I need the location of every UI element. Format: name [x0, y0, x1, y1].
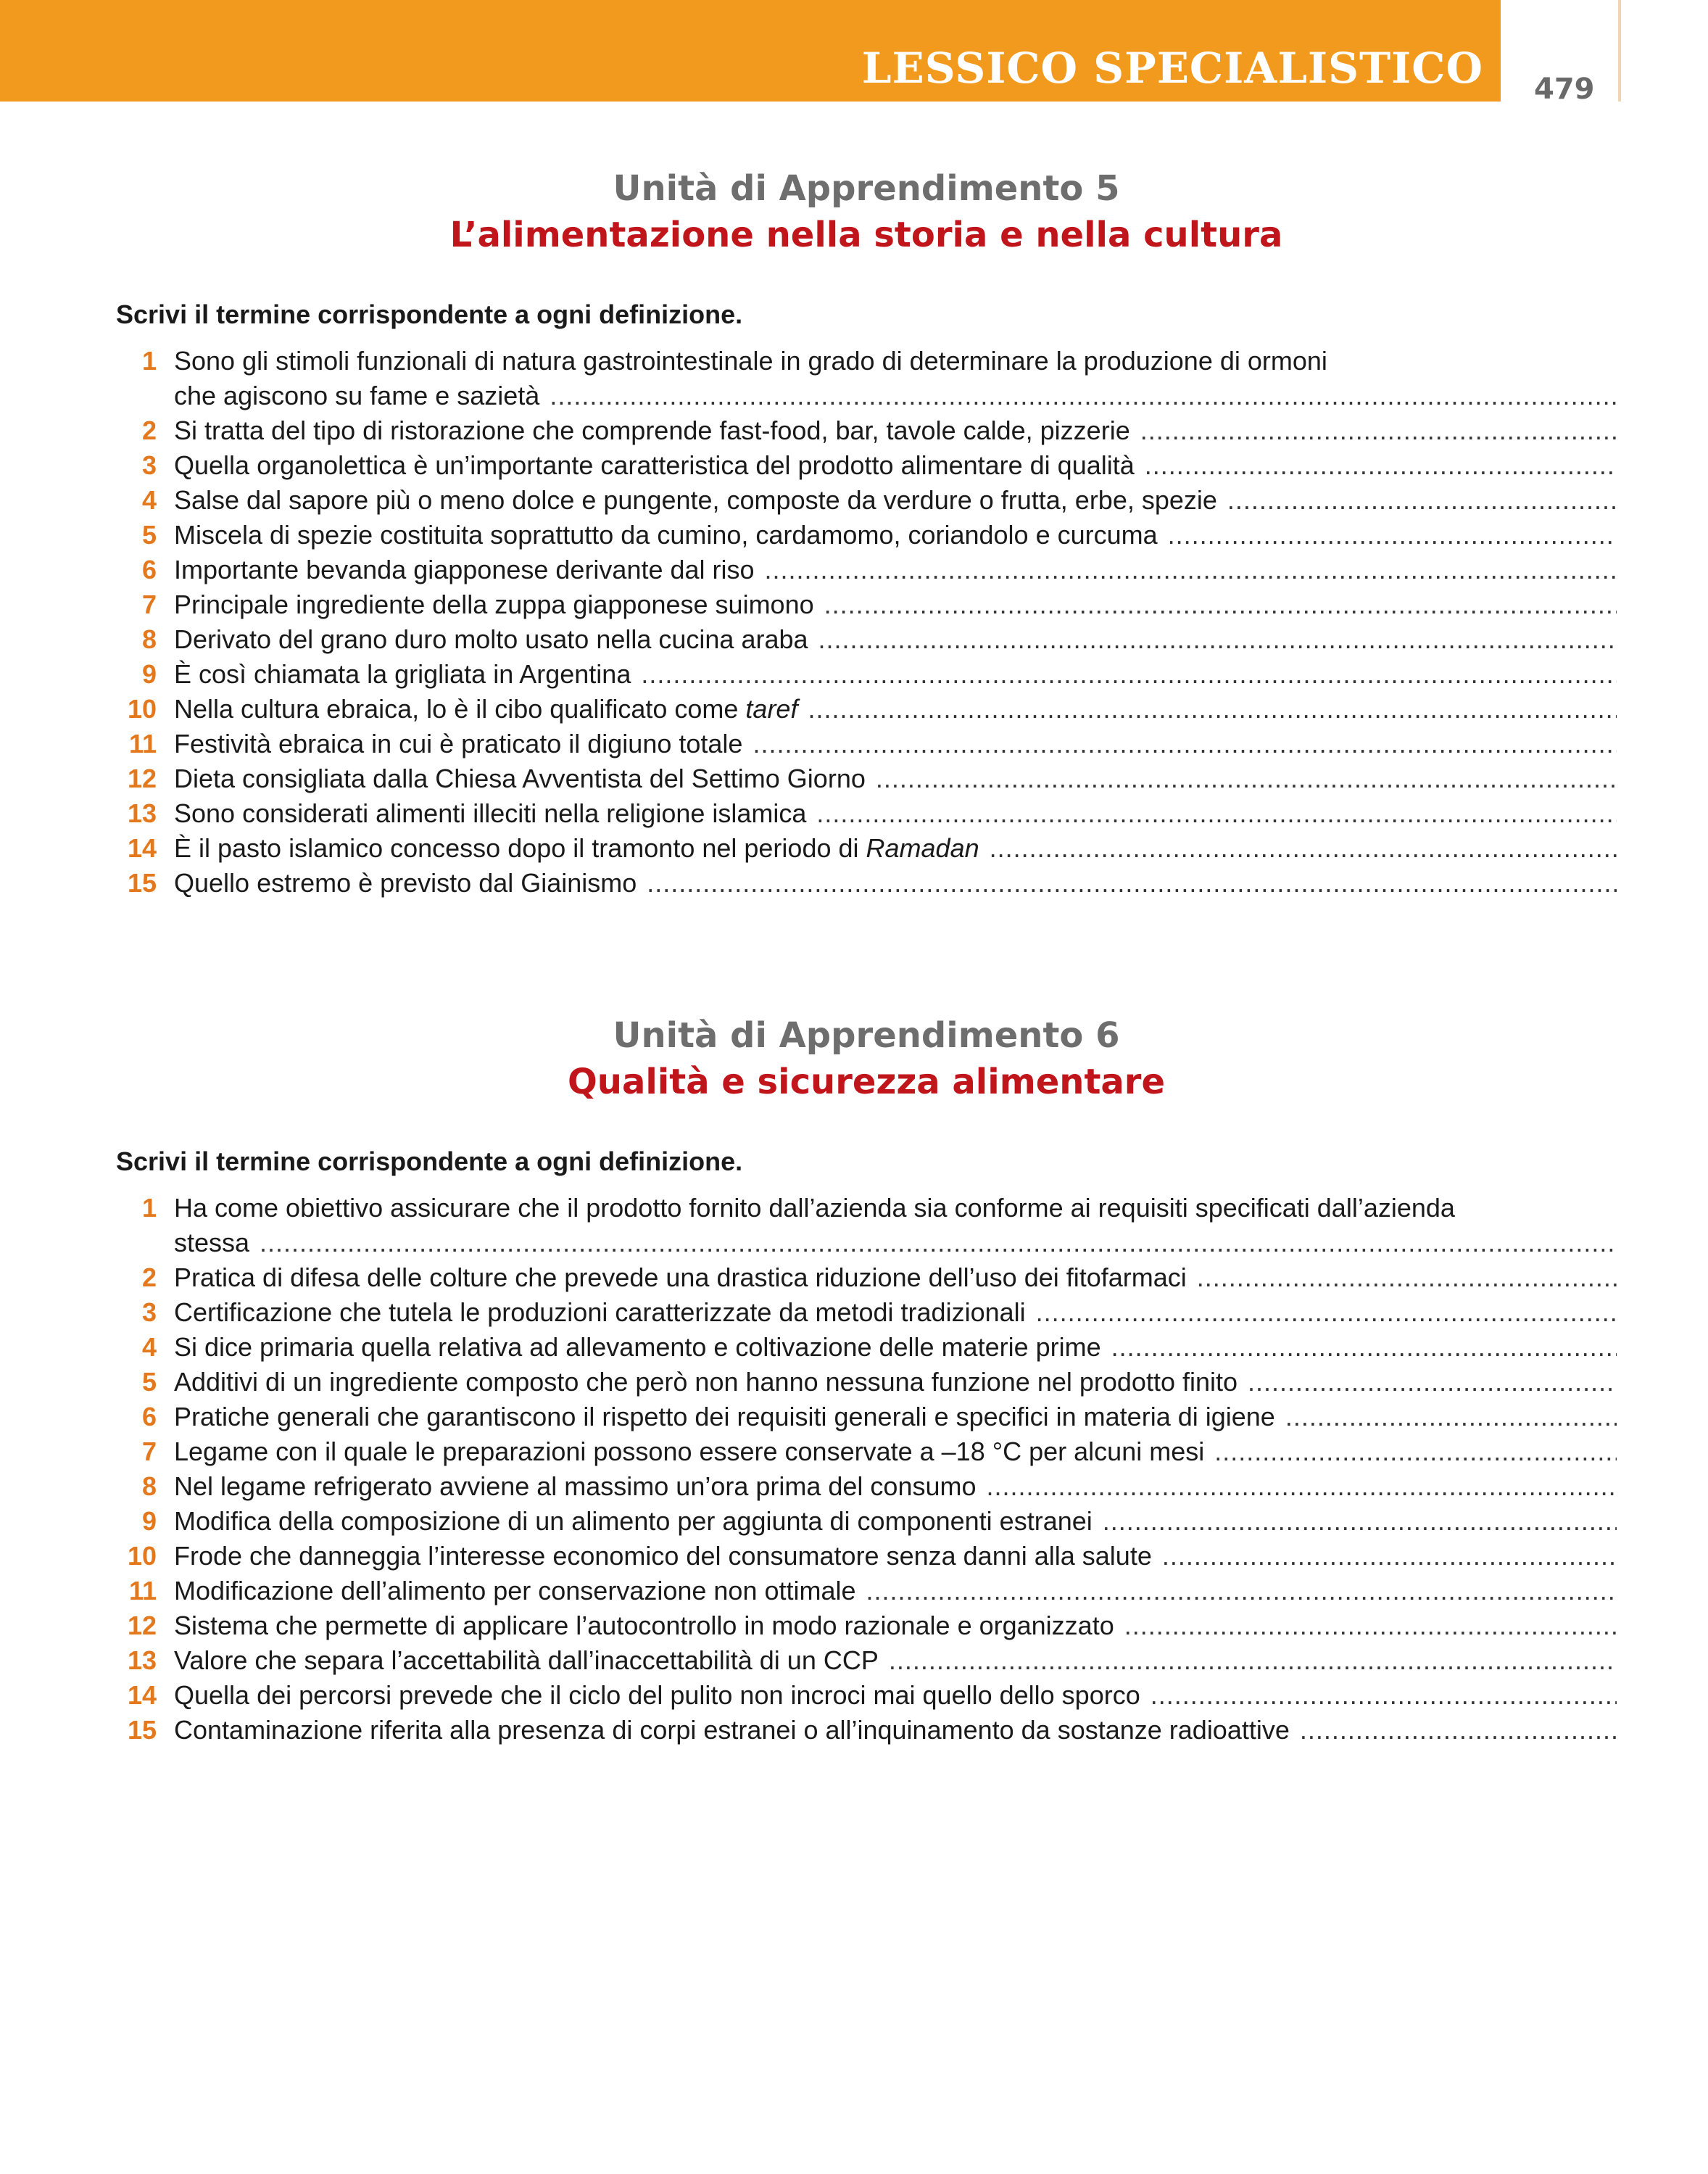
- definition-text: Sono gli stimoli funzionali di natura gastrointestinale in grado di determinare la produzione di ormoni: [174, 346, 1327, 376]
- definition-list: [116, 1191, 1617, 1748]
- item-number: 3: [141, 1297, 157, 1327]
- definition-item: [116, 622, 1617, 657]
- definition-text: Modifica della composizione di un alimento per aggiunta di componenti estranei: [174, 1506, 1093, 1536]
- item-number: 7: [141, 1437, 157, 1466]
- exercise-instruction: Scrivi il termine corrispondente a ogni definizione.: [116, 299, 743, 329]
- answer-blank[interactable]: [818, 622, 1617, 657]
- definition-item: [116, 1643, 1617, 1678]
- definition-text: Derivato del grano duro molto usato nella cucina araba: [174, 624, 808, 654]
- answer-blank[interactable]: [987, 1469, 1617, 1504]
- definition-item: [116, 1469, 1617, 1504]
- unit-label: Unità di Apprendimento 5: [613, 168, 1120, 209]
- definition-item: [116, 1400, 1617, 1434]
- answer-blank[interactable]: [816, 796, 1617, 831]
- unit-label: Unità di Apprendimento 6: [613, 1015, 1120, 1056]
- answer-blank[interactable]: [1197, 1260, 1617, 1295]
- definition-text: Pratica di difesa delle colture che prevede una drastica riduzione dell’uso dei fitofarmaci: [174, 1262, 1187, 1292]
- item-number: 3: [141, 450, 157, 480]
- answer-blank[interactable]: [1227, 483, 1617, 518]
- item-number: 4: [141, 1332, 157, 1362]
- definition-text: Pratiche generali che garantiscono il rispetto dei requisiti generali e specifici in materia di igiene: [174, 1402, 1275, 1431]
- definition-item: [116, 657, 1617, 692]
- definition-item: [116, 413, 1617, 448]
- definition-text: Salse dal sapore più o meno dolce e pungente, composte da verdure o frutta, erbe, spezie: [174, 485, 1217, 515]
- answer-blank[interactable]: [1145, 448, 1617, 483]
- answer-blank[interactable]: [550, 379, 1617, 413]
- answer-blank[interactable]: [1248, 1365, 1617, 1400]
- item-number: 8: [141, 1471, 157, 1501]
- definition-italic-term: taref: [745, 694, 798, 724]
- item-number: 12: [127, 764, 157, 793]
- definition-item: [116, 1365, 1617, 1400]
- definition-item: [116, 1191, 1617, 1260]
- item-number: 8: [141, 624, 157, 654]
- definition-text: Importante bevanda giapponese derivante dal riso: [174, 555, 755, 584]
- definition-text: Si tratta del tipo di ristorazione che comprende fast-food, bar, tavole calde, pizzerie: [174, 416, 1130, 445]
- item-number: 4: [141, 485, 157, 515]
- item-number: 5: [141, 520, 157, 550]
- definition-text: Sono considerati alimenti illeciti nella religione islamica: [174, 798, 807, 828]
- definition-item: [116, 831, 1617, 866]
- definition-item: [116, 1608, 1617, 1643]
- definition-item: [116, 553, 1617, 587]
- definition-item: [116, 448, 1617, 483]
- definition-text-continued: stessa: [174, 1228, 250, 1257]
- definition-text: Principale ingrediente della zuppa giapponese suimono: [174, 590, 814, 619]
- definition-item: [116, 1434, 1617, 1469]
- item-number: 6: [141, 555, 157, 584]
- answer-blank[interactable]: [1151, 1678, 1617, 1713]
- unit-5-section: [116, 165, 1617, 901]
- answer-blank[interactable]: [1300, 1713, 1617, 1748]
- unit-title: Qualità e sicurezza alimentare: [567, 1062, 1166, 1102]
- answer-blank[interactable]: [1285, 1400, 1617, 1434]
- definition-text: È così chiamata la grigliata in Argentina: [174, 659, 631, 689]
- item-number: 2: [141, 1262, 157, 1292]
- definition-text: Festività ebraica in cui è praticato il digiuno totale: [174, 729, 743, 759]
- definition-item: [116, 761, 1617, 796]
- header-divider: [1618, 0, 1621, 102]
- answer-blank[interactable]: [1103, 1504, 1617, 1539]
- definition-item: [116, 1330, 1617, 1365]
- definition-item: [116, 1504, 1617, 1539]
- definition-text: Modificazione dell’alimento per conservazione non ottimale: [174, 1576, 856, 1605]
- answer-blank[interactable]: [753, 727, 1617, 761]
- item-number: 5: [141, 1367, 157, 1397]
- item-number: 12: [127, 1611, 157, 1640]
- answer-blank[interactable]: [824, 587, 1617, 622]
- item-number: 10: [127, 1541, 157, 1571]
- definition-text: Dieta consigliata dalla Chiesa Avventista del Settimo Giorno: [174, 764, 866, 793]
- definition-item: [116, 692, 1617, 727]
- answer-blank[interactable]: [1124, 1608, 1617, 1643]
- item-number: 15: [127, 868, 157, 898]
- answer-blank[interactable]: [889, 1643, 1617, 1678]
- item-number: 11: [128, 1576, 157, 1605]
- definition-item: [116, 796, 1617, 831]
- definition-item: [116, 344, 1617, 413]
- definition-item: [116, 518, 1617, 553]
- item-number: 9: [141, 659, 157, 689]
- definition-item: [116, 1713, 1617, 1748]
- definition-text: Miscela di spezie costituita soprattutto da cumino, cardamomo, coriandolo e curcuma: [174, 520, 1158, 550]
- definition-item: [116, 1574, 1617, 1608]
- definition-text: Quella organolettica è un’importante caratteristica del prodotto alimentare di qualità: [174, 450, 1135, 480]
- page-number: 479: [1534, 73, 1595, 106]
- definition-text: È il pasto islamico concesso dopo il tramonto nel periodo di: [174, 833, 859, 863]
- answer-blank[interactable]: [876, 761, 1617, 796]
- answer-blank[interactable]: [1168, 518, 1617, 553]
- item-number: 15: [127, 1715, 157, 1745]
- answer-blank[interactable]: [765, 553, 1617, 587]
- definition-text: Nel legame refrigerato avviene al massimo un’ora prima del consumo: [174, 1471, 977, 1501]
- definition-item: [116, 1539, 1617, 1574]
- answer-blank[interactable]: [808, 692, 1617, 727]
- unit-title: L’alimentazione nella storia e nella cultura: [449, 215, 1283, 255]
- section-heading: LESSICO SPECIALISTICO: [861, 44, 1483, 93]
- answer-blank[interactable]: [866, 1574, 1617, 1608]
- definition-item: [116, 866, 1617, 901]
- definition-text: Ha come obiettivo assicurare che il prodotto fornito dall’azienda sia conforme ai requisiti specificati dall’azienda: [174, 1193, 1455, 1223]
- definition-text: Nella cultura ebraica, lo è il cibo qualificato come: [174, 694, 739, 724]
- definition-item: [116, 727, 1617, 761]
- item-number: 7: [141, 590, 157, 619]
- definition-text: Legame con il quale le preparazioni possono essere conservate a –18 °C per alcuni mesi: [174, 1437, 1205, 1466]
- definition-text: Quella dei percorsi prevede che il ciclo del pulito non incroci mai quello dello sporco: [174, 1680, 1140, 1710]
- item-number: 10: [127, 694, 157, 724]
- unit-6-section: [116, 1012, 1617, 1748]
- answer-blank[interactable]: [1140, 413, 1617, 448]
- item-number: 11: [128, 729, 157, 759]
- item-number: 1: [141, 1193, 157, 1223]
- definition-item: [116, 587, 1617, 622]
- item-number: 9: [141, 1506, 157, 1536]
- definition-item: [116, 1678, 1617, 1713]
- answer-blank[interactable]: [990, 831, 1617, 866]
- definition-text: Certificazione che tutela le produzioni caratterizzate da metodi tradizionali: [174, 1297, 1026, 1327]
- answer-blank[interactable]: [1162, 1539, 1617, 1574]
- exercise-instruction: Scrivi il termine corrispondente a ogni definizione.: [116, 1146, 743, 1176]
- definition-item: [116, 483, 1617, 518]
- answer-blank[interactable]: [641, 657, 1617, 692]
- definition-item: [116, 1260, 1617, 1295]
- answer-blank[interactable]: [1036, 1295, 1617, 1330]
- answer-blank[interactable]: [647, 866, 1617, 901]
- definition-list: [116, 344, 1617, 901]
- answer-blank[interactable]: [1111, 1330, 1617, 1365]
- item-number: 14: [127, 833, 157, 863]
- definition-item: [116, 1295, 1617, 1330]
- answer-blank[interactable]: [1214, 1434, 1617, 1469]
- item-number: 13: [127, 1645, 157, 1675]
- definition-italic-term: Ramadan: [866, 833, 979, 863]
- definition-text-continued: che agiscono su fame e sazietà: [174, 381, 540, 410]
- definition-text: Si dice primaria quella relativa ad allevamento e coltivazione delle materie prime: [174, 1332, 1101, 1362]
- definition-text: Contaminazione riferita alla presenza di corpi estranei o all’inquinamento da sostanze radioattive: [174, 1715, 1290, 1745]
- answer-blank[interactable]: [260, 1226, 1617, 1260]
- item-number: 13: [127, 798, 157, 828]
- definition-text: Sistema che permette di applicare l’autocontrollo in modo razionale e organizzato: [174, 1611, 1114, 1640]
- header-band: [0, 0, 1501, 102]
- definition-text: Additivi di un ingrediente composto che però non hanno nessuna funzione nel prodotto finito: [174, 1367, 1238, 1397]
- definition-text: Frode che danneggia l’interesse economico del consumatore senza danni alla salute: [174, 1541, 1152, 1571]
- item-number: 1: [141, 346, 157, 376]
- definition-text: Quello estremo è previsto dal Giainismo: [174, 868, 637, 898]
- item-number: 14: [127, 1680, 157, 1710]
- item-number: 2: [141, 416, 157, 445]
- item-number: 6: [141, 1402, 157, 1431]
- definition-text: Valore che separa l’accettabilità dall’inaccettabilità di un CCP: [174, 1645, 879, 1675]
